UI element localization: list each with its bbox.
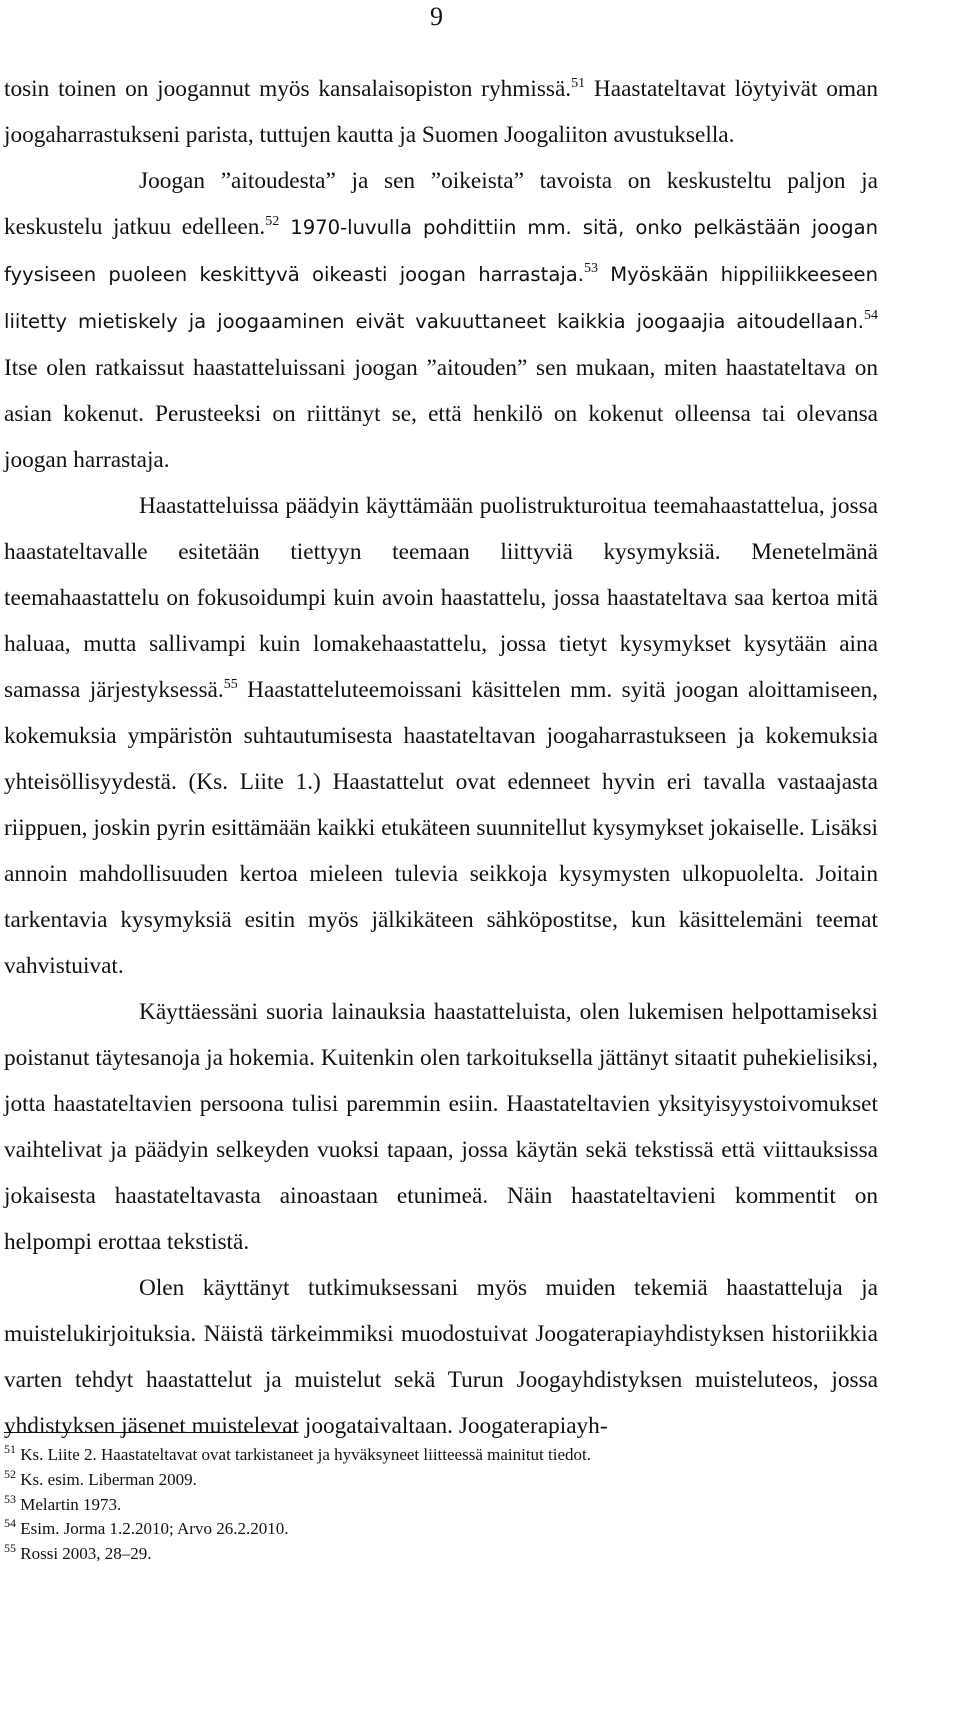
footnote-number: 51 xyxy=(4,1442,16,1456)
page-number: 9 xyxy=(430,2,443,31)
footnote-52 xyxy=(4,1468,878,1493)
paragraph-4 xyxy=(4,989,878,1265)
footnote-text: Rossi 2003, 28–29. xyxy=(16,1544,152,1564)
paragraph-5 xyxy=(4,1265,878,1449)
paragraph-2 xyxy=(4,158,878,483)
text-run: Itse olen ratkaissut haastatteluissani joogan ”aitouden” sen mukaan, miten haastateltava on asian kokenut. Perusteeksi on riittänyt se, että henkilö on kokenut olleensa tai olevansa joogan harrastaja. xyxy=(4,355,878,473)
footnote-51 xyxy=(4,1443,878,1468)
text-run: Haastateltavat löytyivät oman joogaharrastukseni parista, tuttujen kautta ja Suomen Joogaliiton avustuksella. xyxy=(4,76,879,148)
text-run: Olen käyttänyt tutkimuksessani myös muiden tekemiä haastatteluja ja muistelukirjoituksia. Näistä tärkeimmiksi muodostuivat Joogaterapiayhdistyksen historiikkia varten tehdyt haastattelut ja muistelut sekä Turun Joogayhdistyksen muisteluteos, jossa yhdistyksen jäsenet muistelevat joogataivaltaan. Joogaterapiayh- xyxy=(4,1275,878,1439)
text-run: tosin toinen on joogannut myös kansalaisopiston ryhmissä. xyxy=(4,76,572,102)
footnote-number: 52 xyxy=(4,1466,16,1481)
footnote-separator xyxy=(4,1432,296,1433)
text-run: Käyttäessäni suoria lainauksia haastatteluista, olen lukemisen helpottamiseksi poistanut täytesanoja ja hokemia. Kuitenkin olen tarkoituksella jättänyt sitaatit puhekielisiksi, jotta haastateltavien persoona tulisi paremmin esiin. Haastateltavien yksityisyystoivomukset vaihtelivat ja päädyin selkeyden vuoksi tapaan, jossa käytän sekä tekstissä että viittauksissa jokaisesta haastateltavasta ainoastaan etunimeä. Näin haastateltavieni kommentit on helpompi erottaa tekstistä. xyxy=(4,999,878,1255)
body-text xyxy=(4,66,878,1449)
footnote-55 xyxy=(4,1542,878,1567)
footnote-text: Esim. Jorma 1.2.2010; Arvo 26.2.2010. xyxy=(16,1519,289,1539)
footnote-text: Ks. Liite 2. Haastateltavat ovat tarkistaneet ja hyväksyneet liitteessä mainitut tiedot. xyxy=(16,1445,591,1464)
footnote-53 xyxy=(4,1493,878,1518)
footnote-text: Ks. esim. Liberman 2009. xyxy=(16,1469,197,1489)
footnote-number: 53 xyxy=(4,1491,16,1506)
footnote-text: Melartin 1973. xyxy=(16,1494,122,1514)
text-run: Myöskään hippiliikkeeseen liitetty mietiskely ja joogaaminen eivät vakuuttaneet kaikkia joogaajia aitoudellaan. xyxy=(4,263,878,333)
paragraph-1 xyxy=(4,66,878,158)
footnotes xyxy=(4,1443,878,1567)
footnote-ref-53: 53 xyxy=(584,261,598,276)
footnote-54 xyxy=(4,1517,878,1542)
paragraph-3 xyxy=(4,483,878,989)
text-run: Haastatteluissa päädyin käyttämään puolistrukturoitua teemahaastattelua, jossa haastateltavalle esitetään tiettyyn teemaan liittyviä kysymyksiä. Menetelmänä teemahaastattelu on fokusoidumpi kuin avoin haastattelu, jossa haastateltava saa kertoa mitä haluaa, mutta sallivampi kuin lomakehaastattelu, jossa tietyt kysymykset kysytään aina samassa järjestyksessä. xyxy=(4,493,878,703)
footnote-ref-55: 55 xyxy=(223,677,238,692)
footnote-number: 55 xyxy=(4,1541,16,1556)
text-run: 1970-luvulla pohdittiin mm. sitä, onko pelkästään joogan fyysiseen puoleen keskittyvä oikeasti joogan harrastaja. xyxy=(4,216,878,286)
text-run: Joogan ”aitoudesta” ja sen ”oikeista” tavoista on keskusteltu paljon ja keskustelu jatkuu edelleen. xyxy=(4,168,878,240)
text-run: Haastatteluteemoissani käsittelen mm. syitä joogan aloittamiseen, kokemuksia ympäristön suhtautumisesta haastateltavan joogaharrastukseen ja kokemuksia yhteisöllisyydestä. (Ks. Liite 1.) Haastattelut ovat edenneet hyvin eri tavalla vastaajasta riippuen, joskin pyrin esittämään kaikki etukäteen suunnitellut kysymykset jokaiselle. Lisäksi annoin mahdollisuuden kertoa mieleen tulevia seikkoja kysymysten ulkopuolelta. Joitain tarkentavia kysymyksiä esitin myös jälkikäteen sähköpostitse, kun käsittelemäni teemat vahvistuivat. xyxy=(4,677,878,979)
footnote-ref-52: 52 xyxy=(265,214,280,229)
footnote-ref-51: 51 xyxy=(571,76,586,91)
footnote-ref-54: 54 xyxy=(864,308,878,323)
footnote-number: 54 xyxy=(4,1516,16,1531)
